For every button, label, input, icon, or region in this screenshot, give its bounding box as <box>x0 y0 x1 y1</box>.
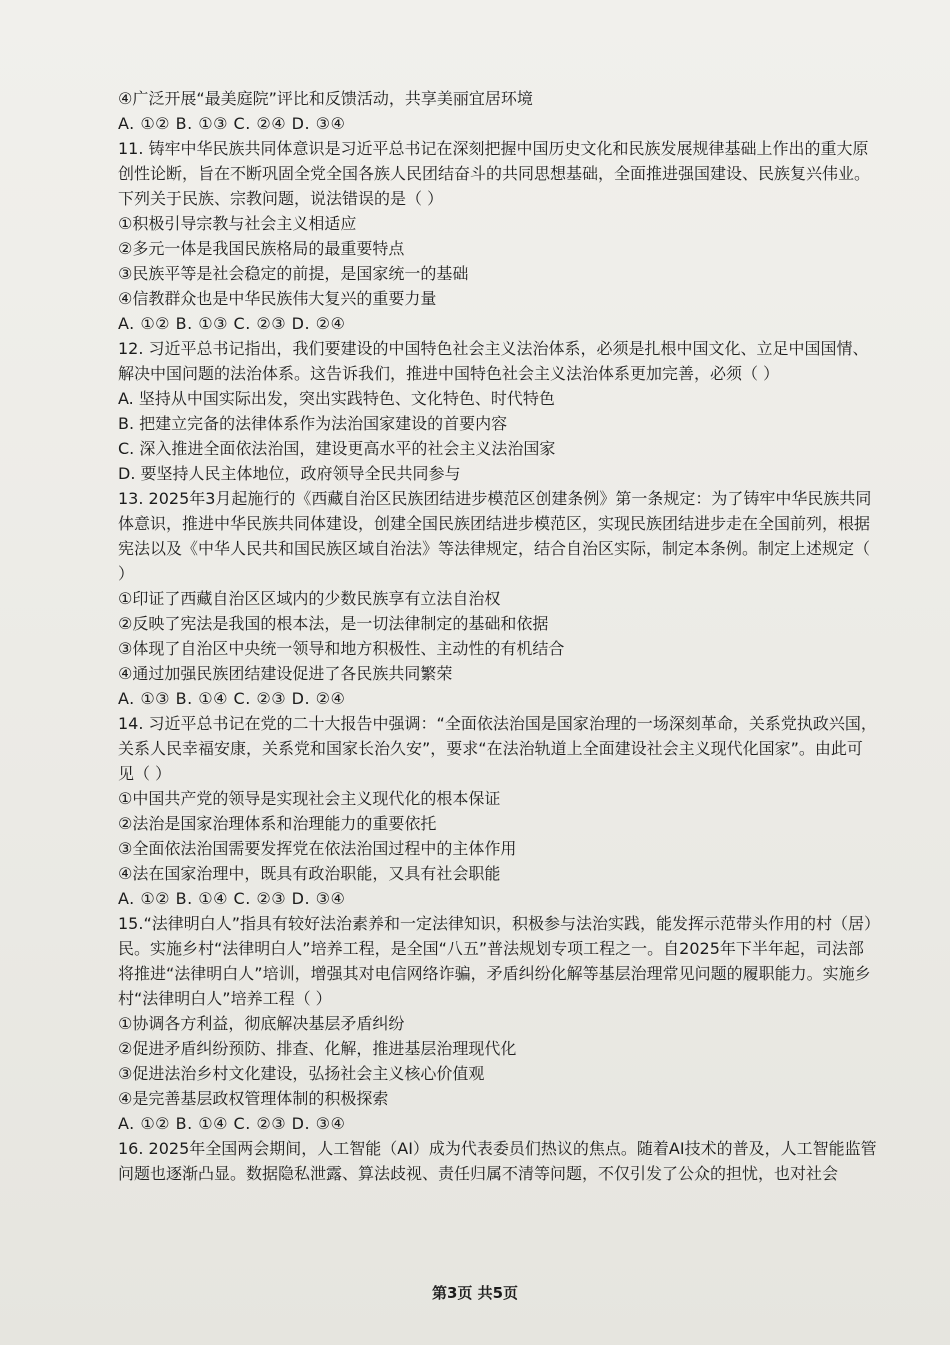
option: ②反映了宪法是我国的根本法，是一切法律制定的基础和依据 <box>118 614 549 633</box>
option: ①中国共产党的领导是实现社会主义现代化的根本保证 <box>118 789 501 808</box>
option: ④信教群众也是中华民族伟大复兴的重要力量 <box>118 289 437 308</box>
top-option-4: ④广泛开展“最美庭院”评比和反馈活动，共享美丽宜居环境 <box>118 89 533 108</box>
option: ③全面依法治国需要发挥党在依法治国过程中的主体作用 <box>118 839 517 858</box>
answer-choices: A. ①② B. ①④ C. ②③ D. ③④ <box>118 889 346 908</box>
question-14 <box>118 711 878 911</box>
option: ①积极引导宗教与社会主义相适应 <box>118 214 357 233</box>
option: C. 深入推进全面依法治国，建设更高水平的社会主义法治国家 <box>118 439 556 458</box>
answer-choices: A. ①② B. ①③ C. ②③ D. ②④ <box>118 314 346 333</box>
question-stem: 11. 铸牢中华民族共同体意识是习近平总书记在深刻把握中国历史文化和民族发展规律基础上作出的重大原创性论断，旨在不断巩固全党全国各族人民团结奋斗的共同思想基础，全面推进强国建设、民族复兴伟业。下列关于民族、宗教问题，说法错误的是（ ） <box>118 139 871 208</box>
page-number: 第3页 共5页 <box>431 1284 519 1302</box>
option: ③促进法治乡村文化建设，弘扬社会主义核心价值观 <box>118 1064 485 1083</box>
option: ②多元一体是我国民族格局的最重要特点 <box>118 239 405 258</box>
question-stem: 13. 2025年3月起施行的《西藏自治区民族团结进步模范区创建条例》第一条规定：为了铸牢中华民族共同体意识，推进中华民族共同体建设，创建全国民族团结进步模范区，实现民族团结进步走在全国前列，根据宪法以及《中华人民共和国民族区域自治法》等法律规定，结合自治区实际，制定本条例。制定上述规定（ ） <box>118 489 872 583</box>
option: ④法在国家治理中，既具有政治职能，又具有社会职能 <box>118 864 501 883</box>
option: ②法治是国家治理体系和治理能力的重要依托 <box>118 814 437 833</box>
option: ④通过加强民族团结建设促进了各民族共同繁荣 <box>118 664 453 683</box>
question-stem: 16. 2025年全国两会期间，人工智能（AI）成为代表委员们热议的焦点。随着AI技术的普及，人工智能监管问题也逐渐凸显。数据隐私泄露、算法歧视、责任归属不清等问题，不仅引发了公众的担忧，也对社会 <box>118 1139 877 1183</box>
option: ③民族平等是社会稳定的前提，是国家统一的基础 <box>118 264 469 283</box>
option: B. 把建立完备的法律体系作为法治国家建设的首要内容 <box>118 414 508 433</box>
answer-choices: A. ①② B. ①④ C. ②③ D. ③④ <box>118 1114 346 1133</box>
question-16 <box>118 1136 878 1186</box>
option: D. 要坚持人民主体地位，政府领导全民共同参与 <box>118 464 461 483</box>
option: ④是完善基层政权管理体制的积极探索 <box>118 1089 389 1108</box>
answer-choices: A. ①③ B. ①④ C. ②③ D. ②④ <box>118 689 346 708</box>
question-11 <box>118 136 878 336</box>
question-13 <box>118 486 878 711</box>
top-answers: A. ①② B. ①③ C. ②④ D. ③④ <box>118 114 346 133</box>
page-content <box>118 86 878 1186</box>
option: A. 坚持从中国实际出发，突出实践特色、文化特色、时代特色 <box>118 389 555 408</box>
option: ②促进矛盾纠纷预防、排查、化解，推进基层治理现代化 <box>118 1039 517 1058</box>
option: ③体现了自治区中央统一领导和地方积极性、主动性的有机结合 <box>118 639 565 658</box>
question-stem: 14. 习近平总书记在党的二十大报告中强调：“全面依法治国是国家治理的一场深刻革命，关系党执政兴国，关系人民幸福安康，关系党和国家长治久安”，要求“在法治轨道上全面建设社会主义现代化国家”。由此可见（ ） <box>118 714 877 783</box>
question-12 <box>118 336 878 486</box>
question-15 <box>118 911 878 1136</box>
question-stem: 15.“法律明白人”指具有较好法治素养和一定法律知识，积极参与法治实践，能发挥示范带头作用的村（居）民。实施乡村“法律明白人”培养工程，是全国“八五”普法规划专项工程之一。自2025年下半年起，司法部将推进“法律明白人”培训，增强其对电信网络诈骗，矛盾纠纷化解等基层治理常见问题的履职能力。实施乡村“法律明白人”培养工程（ ） <box>118 914 873 1008</box>
question-stem: 12. 习近平总书记指出，我们要建设的中国特色社会主义法治体系，必须是扎根中国文化、立足中国国情、解决中国问题的法治体系。这告诉我们，推进中国特色社会主义法治体系更加完善，必须（ ） <box>118 339 869 383</box>
option: ①印证了西藏自治区区域内的少数民族享有立法自治权 <box>118 589 501 608</box>
option: ①协调各方利益，彻底解决基层矛盾纠纷 <box>118 1014 405 1033</box>
